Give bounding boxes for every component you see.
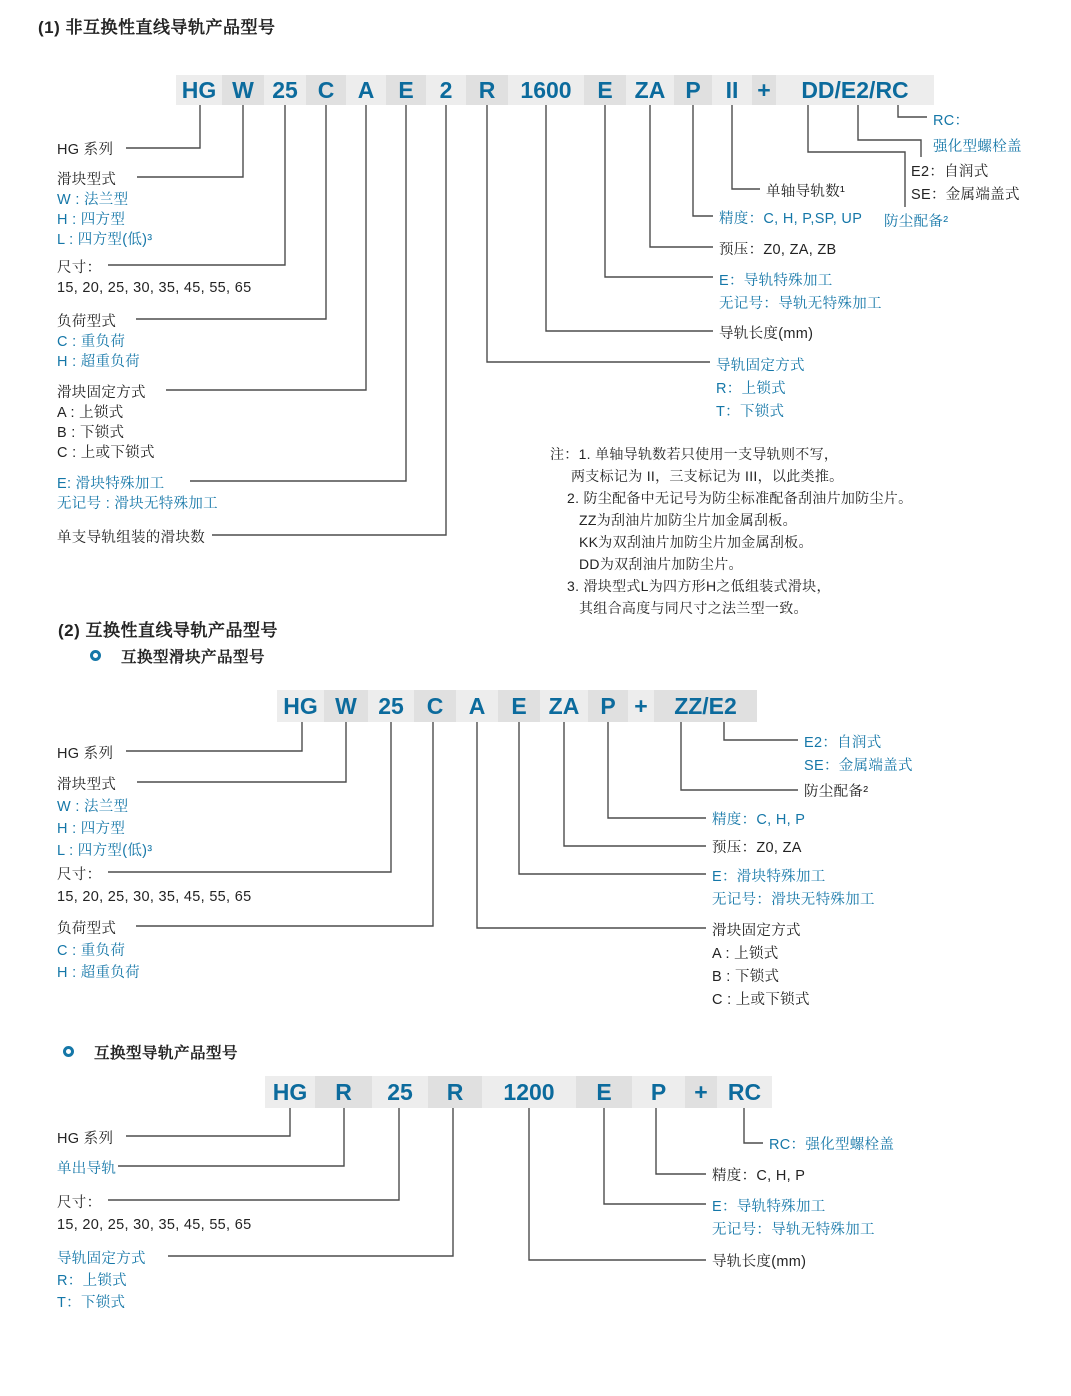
callout-line: H : 超重负荷 <box>57 354 140 370</box>
code-segment: P <box>632 1076 685 1108</box>
callout-line: 无记号 : 滑块无特殊加工 <box>57 496 218 512</box>
note-line: 两支标记为 II，三支标记为 III，以此类推。 <box>571 468 844 484</box>
callout-label-rail-special <box>719 270 882 316</box>
callout-line: 15, 20, 25, 30, 35, 45, 55, 65 <box>57 280 252 296</box>
callout-line: H : 四方型 <box>57 212 126 228</box>
callout-label-hg-series <box>57 1128 113 1150</box>
callout-line: 单支导轨组装的滑块数 <box>57 530 205 546</box>
code-segment: 25 <box>368 690 414 722</box>
code-segment: 1600 <box>508 75 584 105</box>
callout-connector-line-preload <box>650 105 713 247</box>
callout-line: RC： <box>933 113 970 129</box>
code-segment: HG <box>176 75 222 105</box>
callout-connector-line-rail-length <box>529 1108 706 1260</box>
callout-connector-line-rail-mounting <box>487 105 710 362</box>
callout-line: L : 四方型(低)³ <box>57 843 153 859</box>
code-segment: E <box>498 690 540 722</box>
callout-connector-line-precision <box>608 722 706 818</box>
callout-line: 精度：C, H, P,SP, UP <box>719 211 863 227</box>
section-title: (1) 非互换性直线导轨产品型号 <box>38 18 276 37</box>
callout-line: W : 法兰型 <box>57 799 129 815</box>
callout-connector-line-rail-special <box>604 1108 706 1204</box>
callout-connector-line-hg-series <box>126 105 200 148</box>
callout-connector-line-size <box>108 1108 399 1200</box>
callout-label-size <box>57 1192 251 1236</box>
callout-line: 强化型螺栓盖 <box>933 139 1022 155</box>
code-segment: E <box>386 75 426 105</box>
code-segment: A <box>456 690 498 722</box>
callout-label-rc <box>933 108 1022 160</box>
callout-line: HG 系列 <box>57 746 114 762</box>
callout-label-hg-series <box>57 140 113 160</box>
callout-connector-line-hg-series <box>126 1108 290 1136</box>
callout-line: E：滑块特殊加工 <box>712 869 826 885</box>
code-segment: R <box>466 75 508 105</box>
code-segment: C <box>414 690 456 722</box>
callout-line: T：下锁式 <box>716 404 785 420</box>
code-segment: II <box>712 75 752 105</box>
callout-line: 导轨长度(mm) <box>712 1254 807 1270</box>
callout-connector-line-precision <box>656 1108 706 1174</box>
callout-line: 滑块型式 <box>57 777 117 793</box>
callout-label-rail-mounting <box>716 355 805 424</box>
callout-connector-line-precision <box>693 105 713 216</box>
callout-label-rail-length <box>712 1252 806 1272</box>
callout-line: 15, 20, 25, 30, 35, 45, 55, 65 <box>57 889 252 905</box>
callout-label-block-special <box>712 866 875 912</box>
callout-label-single-rail <box>57 1158 116 1180</box>
callout-connector-line-hg-series <box>126 722 302 751</box>
callout-connector-line-blocks-per-rail <box>212 105 446 535</box>
callout-line: 预压：Z0, ZA, ZB <box>719 242 837 258</box>
callout-line: 尺寸： <box>57 260 102 276</box>
callout-line: C : 重负荷 <box>57 334 126 350</box>
bullet-circle-icon <box>63 1046 74 1057</box>
callout-line: R：上锁式 <box>57 1273 127 1289</box>
callout-line: A : 上锁式 <box>57 405 124 421</box>
callout-line: E2：自润式 <box>804 735 882 751</box>
subsection-title: 互换型导轨产品型号 <box>94 1045 239 1062</box>
callout-line: RC：强化型螺栓盖 <box>769 1137 895 1153</box>
callout-label-hg-series <box>57 743 113 765</box>
code-segment: ZA <box>540 690 588 722</box>
bullet-circle-icon <box>90 650 101 661</box>
code-segment: E <box>584 75 626 105</box>
code-segment: 1200 <box>482 1076 576 1108</box>
callout-label-precision <box>712 1166 805 1186</box>
code-segment: R <box>428 1076 482 1108</box>
code-segment: R <box>315 1076 372 1108</box>
callout-label-blocks-per-rail <box>57 528 205 548</box>
code-segment: 25 <box>264 75 306 105</box>
callout-label-precision <box>712 810 805 830</box>
callout-line: SE：金属端盖式 <box>804 758 913 774</box>
callout-connector-line-preload <box>564 722 706 846</box>
callout-line: E：导轨特殊加工 <box>712 1199 826 1215</box>
callout-line: 负荷型式 <box>57 921 117 937</box>
callout-line: B : 下锁式 <box>57 425 125 441</box>
callout-line: 滑块固定方式 <box>712 923 801 939</box>
code-segment: P <box>674 75 712 105</box>
callout-connector-line-block-type <box>137 105 243 177</box>
callout-connector-line-block-mounting <box>477 722 706 928</box>
note-line: DD为双刮油片加防尘片。 <box>579 556 743 572</box>
callout-label-e2-se <box>911 161 1020 207</box>
subsection-title: 互换型滑块产品型号 <box>121 649 266 666</box>
callout-line: SE：金属端盖式 <box>911 187 1020 203</box>
callout-line: 15, 20, 25, 30, 35, 45, 55, 65 <box>57 1217 252 1233</box>
callout-line: 单出导轨 <box>57 1161 117 1177</box>
callout-line: 导轨固定方式 <box>716 358 805 374</box>
callout-label-rail-length <box>719 324 813 344</box>
callout-line: E: 滑块特殊加工 <box>57 476 165 492</box>
callout-label-size <box>57 864 251 908</box>
note-line: 注：1. 单轴导轨数若只使用一支导轨则不写， <box>550 446 839 462</box>
callout-line: 防尘配备² <box>884 214 949 230</box>
callout-line: 防尘配备² <box>804 784 869 800</box>
code-segment: 25 <box>372 1076 428 1108</box>
callout-line: 负荷型式 <box>57 314 117 330</box>
callout-line: E：导轨特殊加工 <box>719 273 833 289</box>
callout-label-precision <box>719 209 862 229</box>
callout-label-preload <box>719 240 837 260</box>
callout-connector-line-dust-protection <box>681 722 798 790</box>
note-line: 其组合高度与同尺寸之法兰型一致。 <box>579 600 808 616</box>
callout-line: C : 上或下锁式 <box>712 992 810 1008</box>
code-segment: DD/E2/RC <box>776 75 934 105</box>
callout-connector-line-rc <box>898 105 927 117</box>
callout-line: T：下锁式 <box>57 1295 126 1311</box>
code-segment: W <box>324 690 368 722</box>
callout-line: HG 系列 <box>57 1131 114 1147</box>
callout-line: 导轨固定方式 <box>57 1251 146 1267</box>
callout-line: 尺寸： <box>57 867 102 883</box>
code-segment: ZZ/E2 <box>654 690 757 722</box>
callout-label-block-mounting <box>712 920 810 1012</box>
callout-line: 精度：C, H, P <box>712 1168 806 1184</box>
callout-line: B : 下锁式 <box>712 969 780 985</box>
callout-label-rc-full <box>769 1135 894 1155</box>
code-segment: P <box>588 690 628 722</box>
callout-line: 滑块型式 <box>57 172 117 188</box>
callout-line: 单轴导轨数¹ <box>766 184 846 200</box>
code-segment: + <box>628 690 654 722</box>
callout-label-load-type <box>57 312 140 372</box>
callout-line: C : 上或下锁式 <box>57 445 155 461</box>
note-line: ZZ为刮油片加防尘片加金属刮板。 <box>579 512 797 528</box>
callout-line: H : 四方型 <box>57 821 126 837</box>
callout-label-block-type <box>57 170 152 250</box>
callout-line: W : 法兰型 <box>57 192 129 208</box>
callout-line: 无记号：滑块无特殊加工 <box>712 892 875 908</box>
callout-line: 滑块固定方式 <box>57 385 146 401</box>
callout-connector-line-rails-per-axis <box>732 105 760 189</box>
note-line: 3. 滑块型式L为四方形H之低组装式滑块， <box>567 578 831 594</box>
code-segment: RC <box>717 1076 772 1108</box>
note-line: 2. 防尘配备中无记号为防尘标准配备刮油片加防尘片。 <box>567 490 913 506</box>
code-segment: HG <box>265 1076 315 1108</box>
note-line: KK为双刮油片加防尘片加金属刮板。 <box>579 534 813 550</box>
callout-label-rails-per-axis <box>766 182 845 202</box>
callout-connector-line-e2-se <box>724 722 798 740</box>
callout-line: 精度：C, H, P <box>712 812 806 828</box>
callout-line: H : 超重负荷 <box>57 965 140 981</box>
code-segment: HG <box>277 690 324 722</box>
code-segment: W <box>222 75 264 105</box>
callout-connector-line-rail-length <box>546 105 713 331</box>
callout-line: 无记号：导轨无特殊加工 <box>712 1222 875 1238</box>
callout-label-load-type <box>57 918 140 984</box>
callout-label-block-type <box>57 774 152 862</box>
callout-line: 预压：Z0, ZA <box>712 840 802 856</box>
callout-connector-line-rc-full <box>744 1108 763 1143</box>
callout-connector-line-e2-se <box>858 105 921 157</box>
callout-line: E2：自润式 <box>911 164 989 180</box>
callout-label-preload <box>712 838 802 858</box>
callout-line: 尺寸： <box>57 1195 102 1211</box>
callout-line: L : 四方型(低)³ <box>57 232 153 248</box>
code-segment: 2 <box>426 75 466 105</box>
callout-connector-line-block-special <box>519 722 706 874</box>
notes-block <box>550 443 912 619</box>
callout-line: 无记号：导轨无特殊加工 <box>719 296 882 312</box>
callout-label-block-special <box>57 474 218 514</box>
callout-label-dust-protection <box>804 782 868 802</box>
callout-line: C : 重负荷 <box>57 943 126 959</box>
callout-label-dust-protection <box>884 212 948 232</box>
callout-label-rail-mounting <box>57 1248 146 1314</box>
code-segment: + <box>685 1076 717 1108</box>
callout-label-e2-se <box>804 732 913 778</box>
section-title: (2) 互换性直线导轨产品型号 <box>58 621 278 640</box>
callout-connector-line-single-rail <box>118 1108 344 1166</box>
callout-line: HG 系列 <box>57 142 114 158</box>
code-segment: C <box>306 75 346 105</box>
callout-connector-line-rail-special <box>605 105 713 277</box>
callout-label-block-mounting <box>57 383 155 463</box>
code-segment: ZA <box>626 75 674 105</box>
code-segment: A <box>346 75 386 105</box>
callout-line: A : 上锁式 <box>712 946 779 962</box>
callout-connector-line-block-type <box>137 722 346 782</box>
callout-label-size <box>57 258 251 298</box>
callout-label-rail-special <box>712 1196 875 1242</box>
callout-line: 导轨长度(mm) <box>719 326 814 342</box>
code-segment: + <box>752 75 776 105</box>
callout-line: R：上锁式 <box>716 381 786 397</box>
code-segment: E <box>576 1076 632 1108</box>
